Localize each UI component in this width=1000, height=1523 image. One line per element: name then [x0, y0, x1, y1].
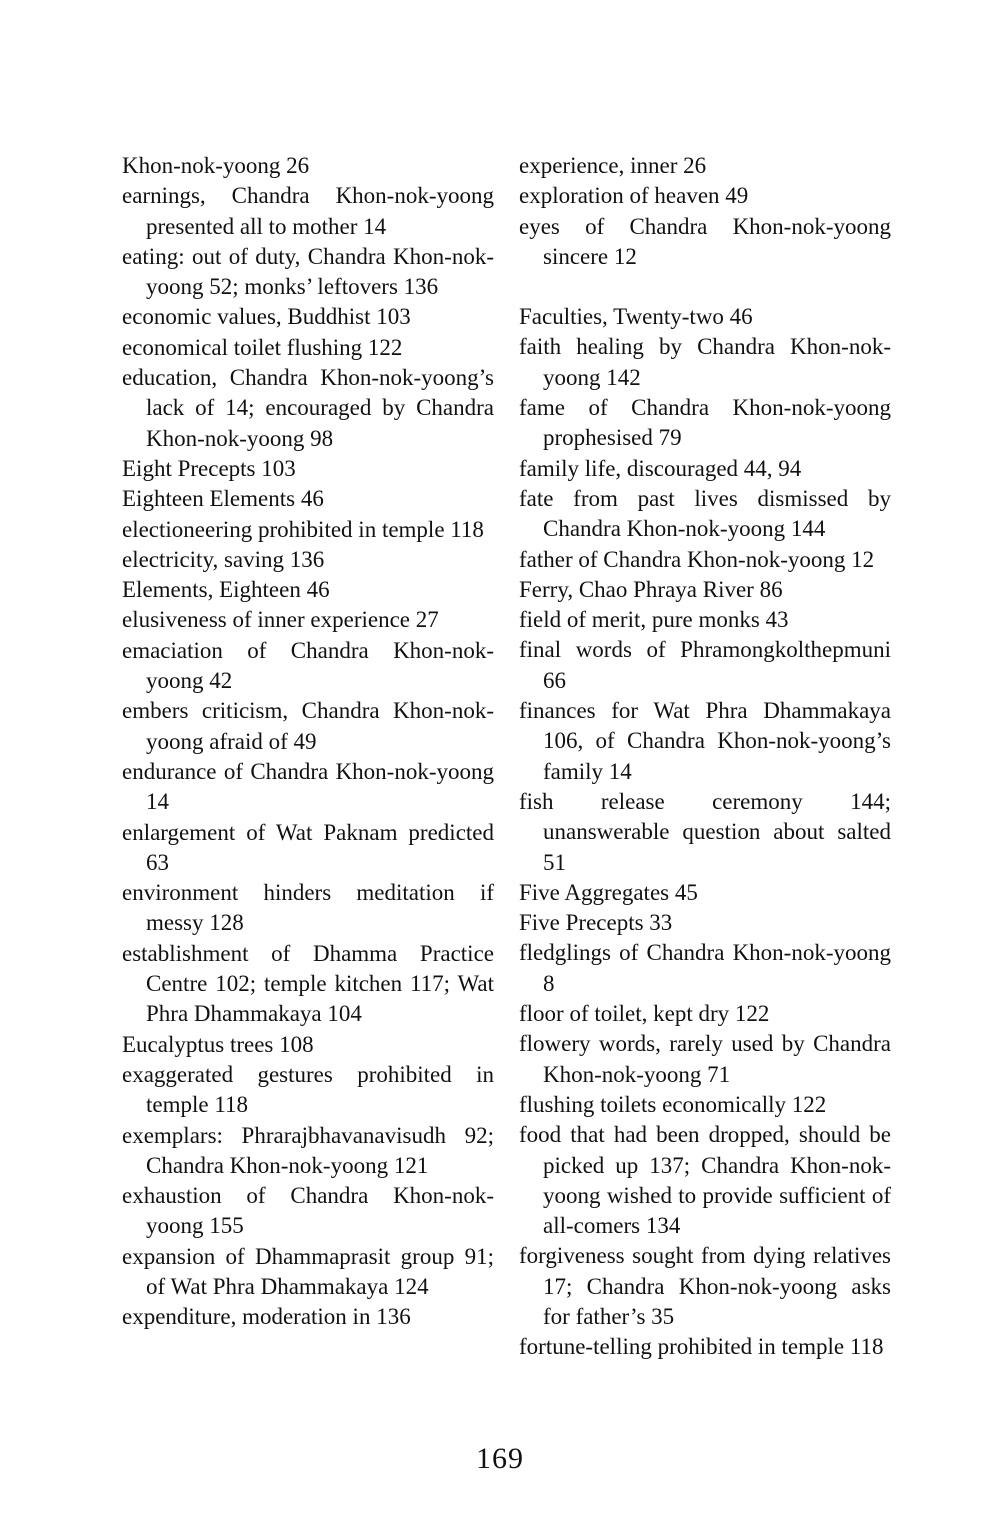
page-number: 169	[476, 1442, 524, 1475]
index-entry: Elements, Eighteen 46	[122, 577, 330, 603]
index-entry: food that had been dropped, should be picked up 137; Chandra Khon-nok-yoong wished to provide sufficient of all-comers 134	[519, 1122, 891, 1239]
index-entry: earnings, Chandra Khon-nok-yoong presented all to mother 14	[122, 183, 494, 239]
index-entry: exploration of heaven 49	[519, 183, 749, 209]
index-entry: exaggerated gestures prohibited in temple 118	[122, 1061, 494, 1118]
index-entry: Khon-nok-yoong 26	[122, 153, 310, 178]
index-entry: fortune-telling prohibited in temple 118	[519, 1334, 884, 1360]
index-column-left	[122, 151, 494, 1333]
index-entry: enlargement of Wat Paknam predicted 63	[122, 819, 494, 875]
index-entry: establishment of Dhamma Practice Centre 102; temple kitchen 117; Wat Phra Dhammakaya 104	[122, 940, 494, 1027]
index-entry: endurance of Chandra Khon-nok-yoong 14	[122, 758, 494, 815]
index-entry: electricity, saving 136	[122, 546, 325, 572]
index-entry: Five Aggregates 45	[519, 879, 698, 905]
index-entry: experience, inner 26	[519, 153, 707, 178]
index-entry: electioneering prohibited in temple 118	[122, 516, 484, 542]
index-entry: Eight Precepts 103	[122, 455, 296, 481]
index-entry: embers criticism, Chandra Khon-nok-yoong afraid of 49	[122, 698, 494, 754]
index-entry: faith healing by Chandra Khon-nok-yoong 142	[519, 334, 891, 390]
index-entry: education, Chandra Khon-nok-yoong’s lack of 14; encouraged by Chandra Khon-nok-yoong 98	[122, 365, 494, 451]
index-entry: Ferry, Chao Phraya River 86	[519, 576, 783, 602]
index-entry: fame of Chandra Khon-nok-yoong prophesised 79	[519, 395, 891, 451]
index-entry: economical toilet flushing 122	[122, 334, 403, 360]
index-entry: Faculties, Twenty-two 46	[519, 304, 753, 330]
index-entry: Eighteen Elements 46	[122, 486, 324, 512]
index-entry: fish release ceremony 144; unanswerable question about salted 51	[519, 788, 891, 875]
index-entry: eating: out of duty, Chandra Khon-nok-yoong 52; monks’ leftovers 136	[122, 243, 494, 300]
index-entry: flushing toilets economically 122	[519, 1091, 827, 1117]
index-entry: floor of toilet, kept dry 122	[519, 1001, 770, 1027]
index-entry: expenditure, moderation in 136	[122, 1304, 411, 1330]
index-column-right	[519, 151, 891, 1363]
index-entry: Five Precepts 33	[519, 910, 673, 936]
index-entry: Eucalyptus trees 108	[122, 1031, 314, 1057]
index-entry: final words of Phramongkolthepmuni 66	[519, 637, 891, 693]
index-entry: exemplars: Phrarajbhavanavisudh 92; Chandra Khon-nok-yoong 121	[122, 1122, 494, 1178]
index-entry: family life, discouraged 44, 94	[519, 455, 802, 481]
index-entry: fledglings of Chandra Khon-nok-yoong 8	[519, 940, 891, 996]
index-entry: father of Chandra Khon-nok-yoong 12	[519, 546, 875, 572]
index-entry: eyes of Chandra Khon-nok-yoong sincere 12	[519, 213, 891, 269]
index-entry: flowery words, rarely used by Chandra Khon-nok-yoong 71	[519, 1031, 891, 1087]
index-entry: finances for Wat Phra Dhammakaya 106, of Chandra Khon-nok-yoong’s family 14	[519, 698, 891, 784]
index-entry: environment hinders meditation if messy 128	[122, 880, 494, 936]
index-entry: exhaustion of Chandra Khon-nok-yoong 155	[122, 1183, 494, 1239]
index-entry: fate from past lives dismissed by Chandra Khon-nok-yoong 144	[519, 485, 891, 542]
index-entry: field of merit, pure monks 43	[519, 607, 789, 633]
index-entry: emaciation of Chandra Khon-nok-yoong 42	[122, 637, 494, 694]
index-entry: forgiveness sought from dying relatives 17; Chandra Khon-nok-yoong asks for father’s 35	[519, 1243, 891, 1329]
index-entry: expansion of Dhammaprasit group 91; of Wat Phra Dhammakaya 124	[122, 1243, 494, 1299]
index-entry: economic values, Buddhist 103	[122, 304, 411, 330]
index-entry: elusiveness of inner experience 27	[122, 607, 439, 633]
